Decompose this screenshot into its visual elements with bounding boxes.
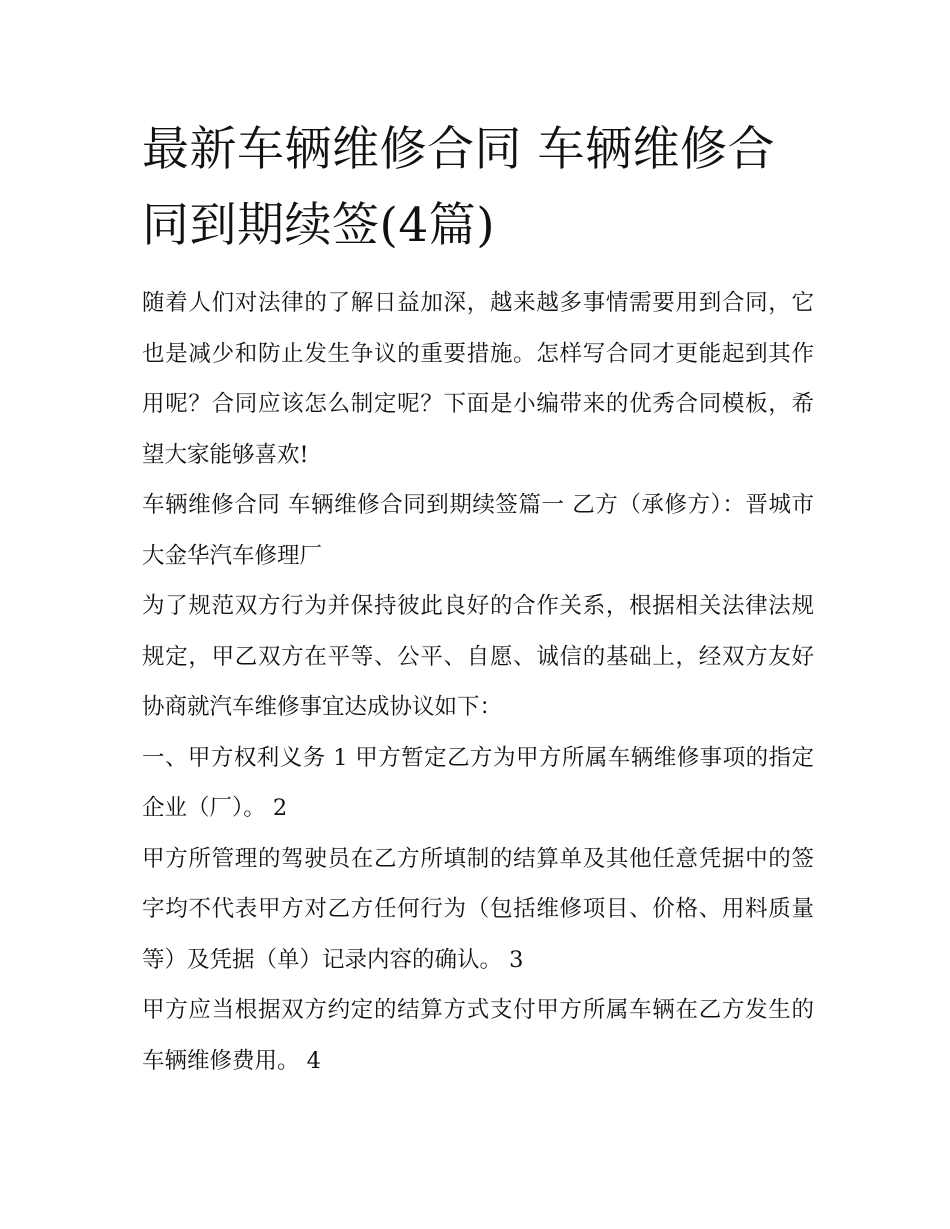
paragraph-intro: 随着人们对法律的了解日益加深，越来越多事情需要用到合同，它也是减少和防止发生争议的重要措施。怎样写合同才更能起到其作用呢？合同应该怎么制定呢？下面是小编带来的优秀合同模板，希望大家能够喜欢!: [142, 290, 814, 468]
document-body: [142, 112, 814, 1086]
paragraph-clause-1: 一、甲方权利义务 1 甲方暂定乙方为甲方所属车辆维修事项的指定企业（厂）。 2: [142, 744, 814, 821]
paragraph-clause-3: 甲方应当根据双方约定的结算方式支付甲方所属车辆在乙方发生的车辆维修费用。 4: [142, 997, 814, 1074]
paragraph-purpose: 为了规范双方行为并保持彼此良好的合作关系，根据相关法律法规规定，甲乙双方在平等、公平、自愿、诚信的基础上，经双方友好协商就汽车维修事宜达成协议如下：: [142, 593, 814, 720]
paragraph-contract-heading: 车辆维修合同 车辆维修合同到期续签篇一 乙方（承修方）：晋城市大金华汽车修理厂: [142, 492, 814, 569]
document-title: 最新车辆维修合同 车辆维修合同到期续签(4篇): [142, 122, 775, 253]
paragraph-clause-2: 甲方所管理的驾驶员在乙方所填制的结算单及其他任意凭据中的签字均不代表甲方对乙方任何行为（包括维修项目、价格、用料质量等）及凭据（单）记录内容的确认。 3: [142, 845, 814, 973]
